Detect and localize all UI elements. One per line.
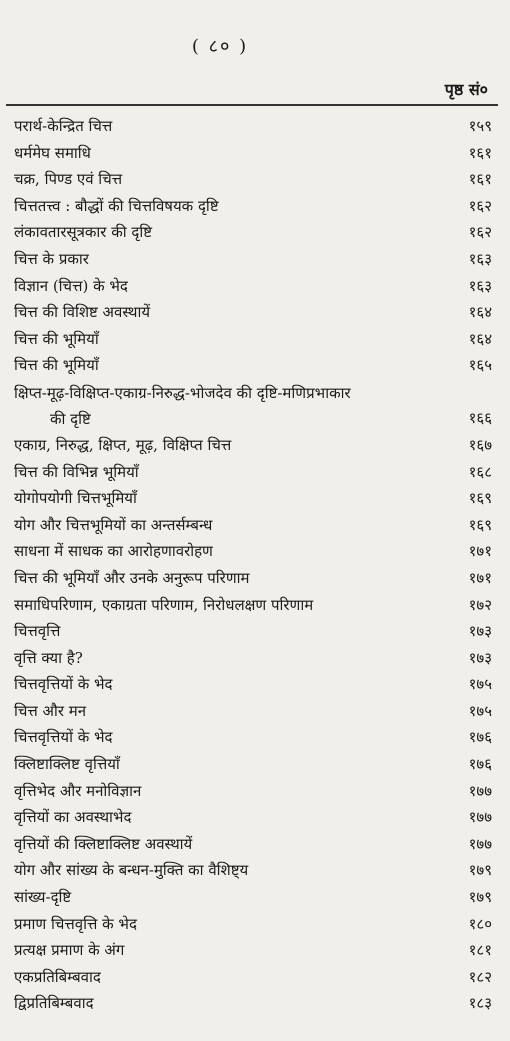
toc-entry bbox=[14, 911, 494, 938]
toc-entry bbox=[14, 857, 494, 884]
toc-entry-title: चित्त की विभिन्न भूमियाँ bbox=[14, 462, 139, 481]
toc-entry-page: १८२ bbox=[468, 967, 492, 986]
column-header-page-no: पृष्ठ सं० bbox=[444, 80, 488, 99]
toc-entry bbox=[14, 485, 494, 512]
toc-entry-page: १७५ bbox=[468, 701, 492, 720]
toc-entry-page: १७१ bbox=[468, 568, 492, 587]
toc-entry-page: १७५ bbox=[468, 675, 492, 694]
toc-entry-title: योगोपयोगी चित्तभूमियाँ bbox=[14, 489, 137, 508]
toc-entry bbox=[14, 751, 494, 778]
toc-entry bbox=[14, 432, 494, 459]
toc-entry bbox=[14, 512, 494, 539]
toc-entry-page: १६८ bbox=[468, 462, 492, 481]
toc-entry bbox=[14, 990, 494, 1017]
toc-entry bbox=[14, 299, 494, 326]
toc-entry bbox=[14, 592, 494, 619]
toc-entry bbox=[14, 831, 494, 858]
toc-entry bbox=[14, 538, 494, 565]
toc-entry-title: चित्त की भूमियाँ bbox=[14, 329, 99, 348]
toc-entry-title: एकप्रतिबिम्बवाद bbox=[14, 967, 101, 986]
toc-entry-page: १७३ bbox=[468, 648, 492, 667]
toc-entry-title: चित्तवृत्ति bbox=[14, 622, 61, 641]
toc-entry-page: १६४ bbox=[468, 329, 492, 348]
toc-entry-page: १७७ bbox=[468, 834, 492, 853]
toc-entry-title: चित्त की विशिष्ट अवस्थायें bbox=[14, 303, 151, 322]
toc-entry-page: १६५ bbox=[468, 356, 492, 375]
toc-entry-page: १७२ bbox=[468, 595, 492, 614]
toc-entry-title: चित्त की भूमियाँ bbox=[14, 356, 99, 375]
toc-entry-page: १७९ bbox=[468, 888, 492, 907]
toc-entry-title: परार्थ-केन्द्रित चित्त bbox=[14, 117, 113, 135]
toc-entry-title: समाधिपरिणाम, एकाग्रता परिणाम, निरोधलक्षण परिणाम bbox=[14, 595, 314, 614]
toc-entry-page: १७९ bbox=[468, 861, 492, 880]
toc-entry-page: १६३ bbox=[468, 276, 492, 295]
toc-entry-title: वृत्ति क्या है? bbox=[14, 648, 83, 667]
toc-entry-page: १७१ bbox=[468, 542, 492, 561]
toc-entry-title: चित्ततत्त्व : बौद्धों की चित्तविषयक दृष्टि bbox=[14, 196, 219, 215]
toc-entry-page: १६२ bbox=[468, 196, 492, 215]
toc-entry-title: वृत्तिभेद और मनोविज्ञान bbox=[14, 781, 142, 800]
toc-entry-title: प्रमाण चित्तवृत्ति के भेद bbox=[14, 914, 137, 933]
toc-entry-title: चक्र, पिण्ड एवं चित्त bbox=[14, 170, 123, 189]
page-number: ( ८० ) bbox=[191, 36, 249, 57]
toc-entry-page: १७६ bbox=[468, 728, 492, 747]
toc-entry bbox=[14, 804, 494, 831]
toc-entry-title: वृत्तियों का अवस्थाभेद bbox=[14, 808, 132, 827]
toc-entry bbox=[14, 778, 494, 805]
toc-entry-page: १६९ bbox=[468, 489, 492, 508]
toc-entry bbox=[14, 246, 494, 273]
toc-entry bbox=[14, 645, 494, 672]
toc-entry-title: चित्त की भूमियाँ और उनके अनुरूप परिणाम bbox=[14, 568, 250, 587]
toc-entry-page: १६६ bbox=[468, 409, 492, 428]
toc-entry-page: १६१ bbox=[468, 143, 492, 162]
toc-entry-title: वृत्तियों की क्लिष्टाक्लिष्ट अवस्थायें bbox=[14, 834, 193, 853]
toc-entry bbox=[14, 698, 494, 725]
toc-entry-page: १८० bbox=[468, 914, 492, 933]
toc-entry-title: चित्तवृत्तियों के भेद bbox=[14, 675, 113, 694]
toc-entry bbox=[14, 724, 494, 751]
toc-entry-title: सांख्य-दृष्टि bbox=[14, 888, 72, 907]
toc-entry bbox=[14, 113, 494, 140]
toc-entry bbox=[14, 166, 494, 193]
toc-entry-title: चित्त के प्रकार bbox=[14, 249, 89, 268]
toc-entry-page: १७७ bbox=[468, 781, 492, 800]
toc-entry-page: १८१ bbox=[468, 941, 492, 960]
toc-entry-page: १७६ bbox=[468, 755, 492, 774]
toc-entry bbox=[14, 671, 494, 698]
table-of-contents bbox=[14, 113, 494, 1017]
toc-entry-page: १६४ bbox=[468, 303, 492, 322]
toc-entry-page: १६७ bbox=[468, 435, 492, 454]
toc-entry-title bbox=[14, 380, 351, 432]
toc-entry-title: एकाग्र, निरुद्ध, क्षिप्त, मूढ़, विक्षिप्त चित्त bbox=[14, 435, 232, 454]
toc-entry-page: १६३ bbox=[468, 249, 492, 268]
toc-entry bbox=[14, 219, 494, 246]
toc-entry bbox=[14, 379, 494, 432]
toc-entry-title: लंकावतारसूत्रकार की दृष्टि bbox=[14, 223, 152, 242]
toc-entry bbox=[14, 193, 494, 220]
toc-entry-title: प्रत्यक्ष प्रमाण के अंग bbox=[14, 941, 125, 960]
toc-entry-page: १७३ bbox=[468, 622, 492, 641]
toc-entry bbox=[14, 884, 494, 911]
toc-entry-page: १६१ bbox=[468, 170, 492, 189]
toc-entry-title: साधना में साधक का आरोहणावरोहण bbox=[14, 542, 213, 561]
toc-entry bbox=[14, 140, 494, 167]
toc-entry-page: १६२ bbox=[468, 223, 492, 242]
toc-entry bbox=[14, 618, 494, 645]
toc-entry-title: योग और सांख्य के बन्धन-मुक्ति का वैशिष्ट्य bbox=[14, 861, 249, 880]
toc-entry bbox=[14, 326, 494, 353]
toc-entry bbox=[14, 565, 494, 592]
toc-entry-title: चित्त और मन bbox=[14, 701, 87, 720]
toc-entry-title: क्लिष्टाक्लिष्ट वृत्तियाँ bbox=[14, 755, 120, 774]
toc-entry bbox=[14, 459, 494, 486]
toc-entry-page: १८३ bbox=[468, 994, 492, 1013]
toc-entry bbox=[14, 273, 494, 300]
header-rule bbox=[6, 104, 498, 106]
toc-entry bbox=[14, 352, 494, 379]
toc-entry-page: १५९ bbox=[468, 117, 492, 135]
toc-entry-title-line1: क्षिप्त-मूढ़-विक्षिप्त-एकाग्र-निरुद्ध-भोजदेव की दृष्टि-मणिप्रभाकार bbox=[14, 383, 351, 402]
toc-entry-title: योग और चित्तभूमियों का अन्तर्सम्बन्ध bbox=[14, 515, 213, 534]
toc-entry-title: चित्तवृत्तियों के भेद bbox=[14, 728, 113, 747]
toc-entry-title: द्विप्रतिबिम्बवाद bbox=[14, 994, 94, 1013]
toc-entry-page: १७७ bbox=[468, 808, 492, 827]
toc-entry-title: विज्ञान (चित्त) के भेद bbox=[14, 276, 128, 295]
toc-entry-title: धर्ममेघ समाधि bbox=[14, 143, 91, 162]
toc-entry-title-line2: की दृष्टि bbox=[50, 409, 91, 428]
toc-entry bbox=[14, 937, 494, 964]
toc-entry bbox=[14, 964, 494, 991]
toc-entry-page: १६९ bbox=[468, 515, 492, 534]
